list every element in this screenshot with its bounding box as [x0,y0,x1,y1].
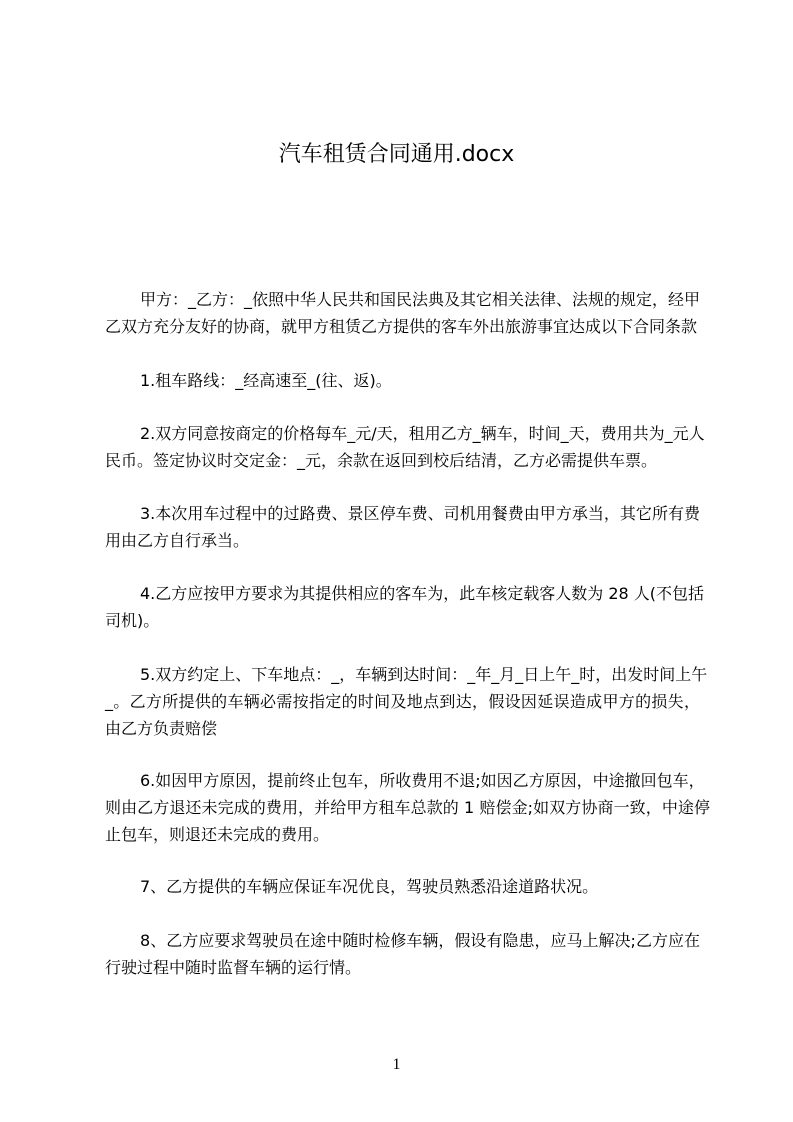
paragraph-line: 乙双方充分友好的协商，就甲方租赁乙方提供的客车外出旅游事宜达成以下合同条款 [105,317,698,336]
paragraph-line: 4.乙方应按甲方要求为其提供相应的客车为，此车核定载客人数为 28 人(不包括 [140,584,705,603]
paragraph-line: 止包车，则退还未完成的费用。 [105,825,330,844]
paragraph-clause-3 [105,500,700,554]
page-number: 1 [392,1056,401,1073]
paragraph-line-text: 则由乙方退还未完成的费用，并给甲方租车总款的 1 赔偿金;如双方协商一致，中途 [105,798,694,817]
paragraph-line: 6.如因甲方原因，提前终止包车，所收费用不退;如因乙方原因，中途撤回包车， [140,771,705,790]
paragraph-clause-6 [105,767,711,848]
document-title: 汽车租赁合同通用.docx [278,142,515,167]
paragraph-line: 用由乙方自行承当。 [105,531,250,550]
paragraph-clause-5 [105,661,708,742]
paragraph-line: 7、乙方提供的车辆应保证车况优良，驾驶员熟悉沿途道路状况。 [140,877,599,896]
paragraph-line: 5.双方约定上、下车地点：_，车辆到达时间：_年_月_日上午_时，出发时间上午 [140,665,708,684]
paragraph-line: 2.双方同意按商定的价格每车_元/天，租用乙方_辆车，时间_天，费用共为_元人 [140,424,705,443]
paragraph-line: _。乙方所提供的车辆必需按指定的时间及地点到达，假设因延误造成甲方的损失， [105,692,700,711]
paragraph-line: 甲方：_乙方：_依照中华人民共和国民法典及其它相关法律、法规的规定，经甲 [140,290,701,309]
paragraph-line: 行驶过程中随时监督车辆的运行情。 [105,958,362,977]
paragraph-line: 3.本次用车过程中的过路费、景区停车费、司机用餐费由甲方承当，其它所有费 [140,504,700,523]
paragraph-clause-2 [105,420,705,474]
paragraph-line: 由乙方负责赔偿 [105,719,218,738]
paragraph-parties [105,286,700,340]
paragraph-line: 司机)。 [105,611,160,630]
paragraph-clause-7 [105,873,700,900]
paragraph-line: 民币。签定协议时交定金：_元，余款在返回到校后结清，乙方必需提供车票。 [105,451,658,470]
paragraph-clause-1 [105,367,700,394]
paragraph-line-with-clip [105,794,711,821]
clipped-character: 停 [694,798,711,817]
paragraph-clause-4 [105,580,705,634]
paragraph-clause-8 [105,927,700,981]
paragraph-line: 1.租车路线：_经高速至_(往、返)。 [140,371,392,390]
paragraph-line: 8、乙方应要求驾驶员在途中随时检修车辆，假设有隐患，应马上解决;乙方应在 [140,931,700,950]
